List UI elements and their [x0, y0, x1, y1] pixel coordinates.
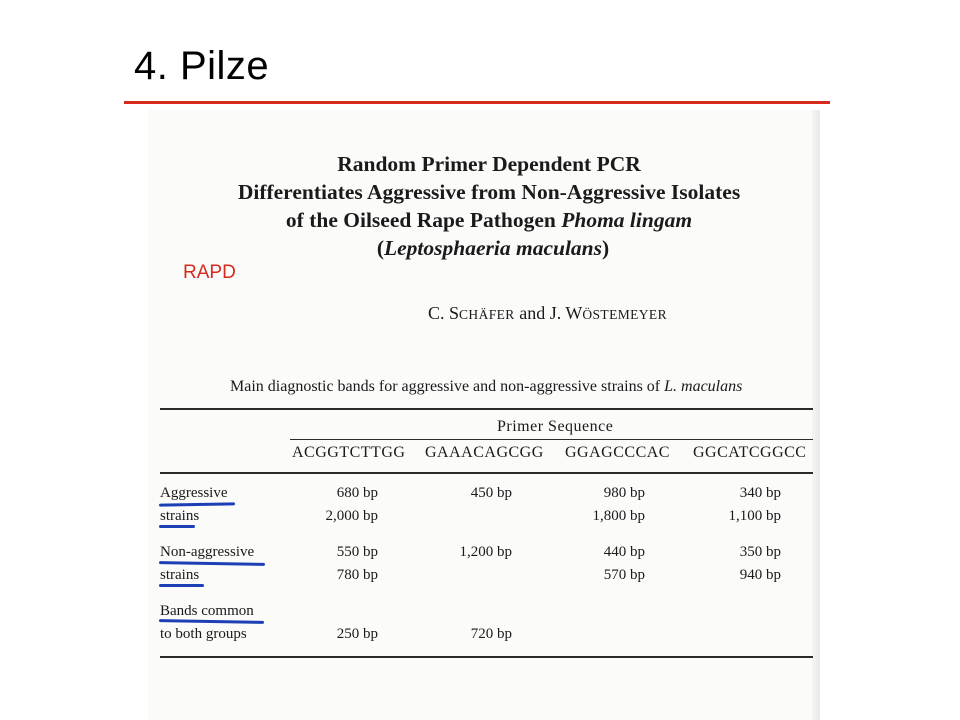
group-header-rule: [290, 439, 813, 440]
table-bottom-rule: [160, 656, 813, 658]
table-cell: 340 bp: [739, 485, 781, 501]
table-cell: 350 bp: [739, 544, 781, 560]
table-cell: 550 bp: [336, 544, 378, 560]
table-cell: 1,800 bp: [592, 508, 645, 524]
table-top-rule: [160, 408, 813, 410]
primer-header-1: ACGGTCTTGG: [292, 444, 406, 461]
table-cell: 1,200 bp: [459, 544, 512, 560]
paper-title-line-3-text: of the Oilseed Rape Pathogen: [285, 208, 556, 232]
paper-title-open-paren: (: [376, 236, 384, 260]
rapd-label: RAPD: [183, 262, 236, 283]
primer-header-3: GGAGCCCAC: [565, 444, 670, 461]
table-cell: 450 bp: [470, 485, 512, 501]
paper-title-species: Phoma lingam: [561, 208, 693, 232]
row-label-bands-common: Bands common: [160, 603, 254, 619]
table-cell: 940 bp: [739, 567, 781, 583]
underline-annotation: [159, 525, 195, 528]
row-label-aggressive-strains: strains: [160, 508, 200, 524]
table-cell: 250 bp: [336, 626, 378, 642]
row-label-non-aggressive-strains: strains: [160, 567, 200, 583]
table-cell: 680 bp: [336, 485, 378, 501]
primer-header-2: GAAACAGCGG: [425, 444, 544, 461]
author-connector: and J. W: [514, 303, 583, 323]
table-cell: 780 bp: [336, 567, 378, 583]
slide-title: 4. Pilze: [134, 44, 270, 88]
row-label-non-aggressive: Non-aggressive: [160, 544, 255, 560]
paper-title-line-3: [148, 206, 830, 234]
title-divider: [124, 101, 830, 104]
author-2-surname: ÖSTEMEYER: [582, 307, 667, 322]
primer-sequence-header: Primer Sequence: [497, 418, 614, 435]
paper-title-line-2: Differentiates Aggressive from Non-Aggressive Isolates: [237, 180, 741, 204]
paper-title-line-4: [156, 234, 830, 262]
author-1-surname: CHÄFER: [459, 307, 515, 322]
paper-title-close-paren: ): [602, 236, 610, 260]
row-label-aggressive: Aggressive: [160, 485, 228, 501]
table-cell: 980 bp: [603, 485, 645, 501]
table-caption-text: Main diagnostic bands for aggressive and non-aggressive strains of: [230, 378, 665, 395]
table-caption: [230, 378, 742, 396]
paper-authors: [428, 303, 667, 324]
table-cell: 1,100 bp: [728, 508, 781, 524]
table-cell: 2,000 bp: [325, 508, 378, 524]
paper-title-line-1: Random Primer Dependent PCR: [337, 152, 641, 176]
table-caption-species: L. maculans: [664, 378, 743, 395]
author-1-initial: C. S: [428, 303, 460, 323]
table-cell: 440 bp: [603, 544, 645, 560]
table-cell: 570 bp: [603, 567, 645, 583]
paper-title-synonym: Leptosphaeria maculans: [383, 236, 602, 260]
primer-header-4: GGCATCGGCC: [693, 444, 807, 461]
table-cell: 720 bp: [470, 626, 512, 642]
table-header-rule: [160, 472, 813, 474]
row-label-both-groups: to both groups: [160, 626, 247, 642]
underline-annotation: [159, 584, 204, 587]
paper-title: [148, 150, 830, 262]
